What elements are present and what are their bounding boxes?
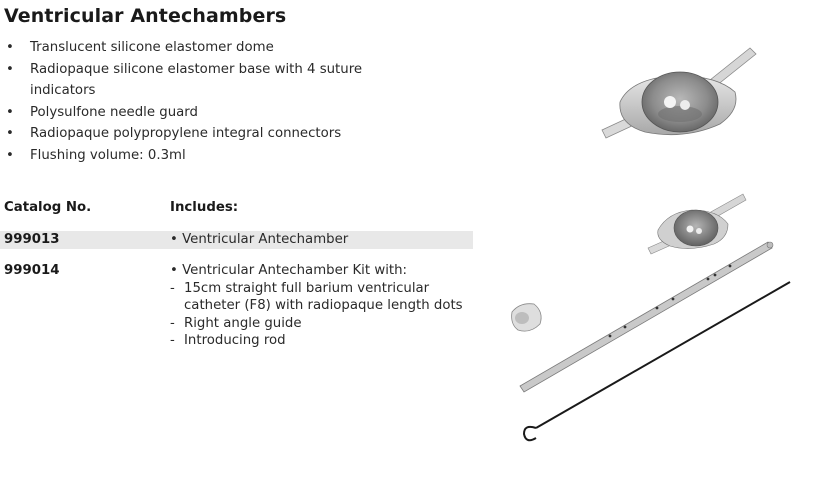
page-title: Ventricular Antechambers [4, 5, 287, 27]
dash-icon: - [170, 280, 175, 296]
dash-icon: - [170, 333, 175, 348]
bullet-icon: • [6, 40, 14, 55]
feature-item: • Translucent silicone elastomer dome [4, 37, 404, 59]
bullet-icon: • [6, 147, 14, 163]
includes-text: • Ventricular Antechamber [170, 232, 349, 247]
list-item-continuation: catheter (F8) with radiopaque length dots [184, 298, 463, 313]
list-item: - 15cm straight full barium ventricular [170, 280, 430, 296]
list-item: - Introducing rod [170, 333, 286, 348]
catalog-number: 999014 [4, 263, 60, 278]
catalog-number: 999013 [4, 232, 60, 247]
feature-list [4, 37, 404, 166]
includes-list [170, 262, 463, 350]
feature-item: • Radiopaque polypropylene integral connectors [4, 123, 404, 145]
feature-item: • Polysulfone needle guard [4, 102, 404, 124]
feature-item: • Flushing volume: 0.3ml [4, 145, 404, 167]
antechamber-device-image [590, 40, 760, 145]
bullet-icon: • [6, 104, 14, 120]
antechamber-kit-image [500, 188, 805, 450]
catalog-header: Catalog No. [4, 200, 92, 215]
feature-item: • Radiopaque silicone elastomer base with 4 suture [4, 59, 404, 81]
dash-icon: - [170, 315, 175, 331]
table-row [0, 231, 473, 249]
feature-item-continuation: indicators [30, 83, 96, 98]
includes-text: • Ventricular Antechamber Kit with: [170, 263, 408, 278]
list-item: - Right angle guide [170, 315, 302, 331]
bullet-icon: • [6, 61, 14, 77]
includes-header: Includes: [170, 200, 239, 215]
bullet-icon: • [6, 126, 14, 141]
table-row [0, 262, 473, 352]
